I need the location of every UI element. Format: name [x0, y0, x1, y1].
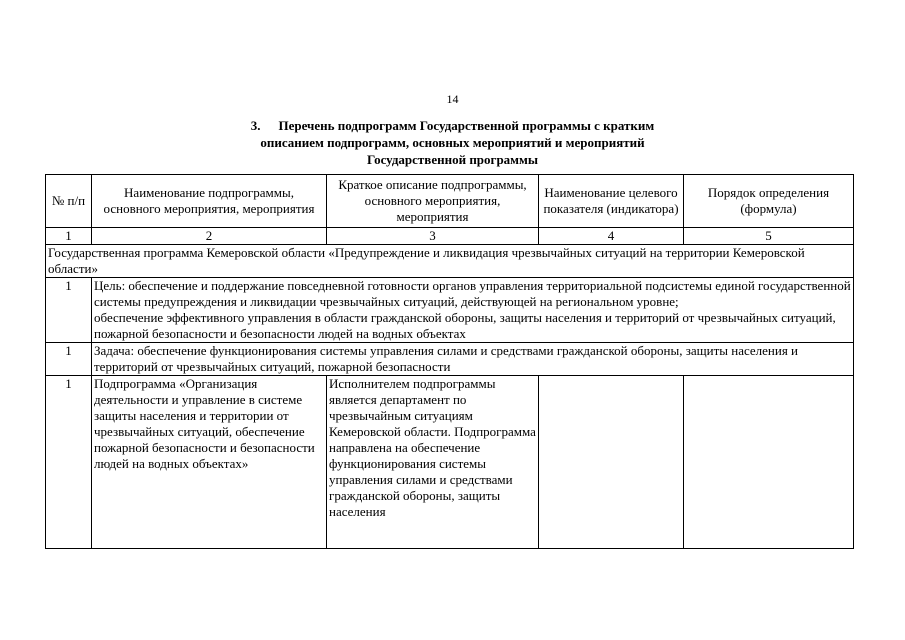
subprogram-indicator [539, 376, 684, 549]
section-number: 3. [250, 118, 261, 133]
goal-number: 1 [46, 278, 92, 343]
column-index-row [46, 228, 854, 245]
header-number: № п/п [46, 175, 92, 228]
section-title-line-2: описанием подпрограмм, основных мероприятий и мероприятий [260, 135, 645, 150]
subprogram-description: Исполнителем подпрограммы является департамент по чрезвычайным ситуациям Кемеровской области. Подпрограмма направлена на обеспечение функционирования системы управления силами и средствами гражданской обороны, защиты населения [327, 376, 539, 549]
subprograms-table [45, 174, 854, 549]
column-index: 5 [684, 228, 854, 245]
table-header-row [46, 175, 854, 228]
subprogram-number: 1 [46, 376, 92, 549]
header-description: Краткое описание подпрограммы, основного мероприятия, мероприятия [327, 175, 539, 228]
program-row [46, 245, 854, 278]
subprogram-formula [684, 376, 854, 549]
header-name: Наименование подпрограммы, основного мероприятия, мероприятия [92, 175, 327, 228]
task-row [46, 343, 854, 376]
goal-row [46, 278, 854, 343]
task-number: 1 [46, 343, 92, 376]
section-title [180, 117, 725, 168]
program-title: Государственная программа Кемеровской области «Предупреждение и ликвидация чрезвычайных ситуаций на территории Кемеровской области» [46, 245, 854, 278]
section-title-line-1 [180, 117, 725, 134]
column-index: 3 [327, 228, 539, 245]
header-indicator: Наименование целевого показателя (индикатора) [539, 175, 684, 228]
header-formula: Порядок определения (формула) [684, 175, 854, 228]
section-title-line-3: Государственной программы [366, 152, 539, 167]
goal-text-line-1: Цель: обеспечение и поддержание повседневной готовности органов управления территориальной подсистемы единой государственной системы предупреждения и ликвидации чрезвычайных ситуаций, действующей на региональном уровне; [94, 278, 851, 309]
column-index: 1 [46, 228, 92, 245]
column-index: 4 [539, 228, 684, 245]
subprogram-name: Подпрограмма «Организация деятельности и управление в системе защиты населения и территории от чрезвычайных ситуаций, обеспечение пожарной безопасности и безопасности людей на водных объектах» [92, 376, 327, 549]
page-number: 14 [446, 92, 459, 106]
task-text: Задача: обеспечение функционирования системы управления силами и средствами гражданской обороны, защиты населения и территорий от чрезвычайных ситуаций, пожарной безопасности [92, 343, 854, 376]
subprogram-row [46, 376, 854, 549]
section-title-text-1: Перечень подпрограмм Государственной программы с кратким [278, 118, 655, 133]
goal-text-line-2: обеспечение эффективного управления в области гражданской обороны, защиты населения и территорий от чрезвычайных ситуаций, пожарной безопасности и безопасности людей на водных объектах [94, 310, 836, 341]
column-index: 2 [92, 228, 327, 245]
goal-text [92, 278, 854, 343]
